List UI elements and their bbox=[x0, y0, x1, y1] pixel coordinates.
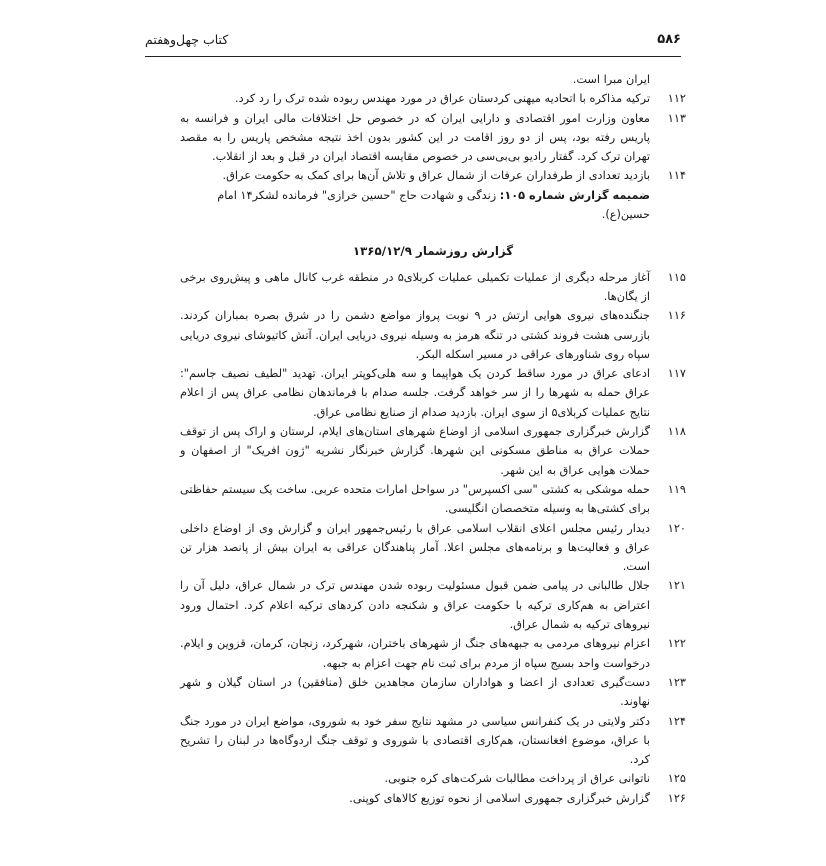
entry-text: جلال طالبانی در پیامی ضمن قبول مسئولیت ربوده شدن مهندس ترک در شمال عراق، دلیل آن را اعتراض به هم‌کاری ترکیه با حکومت عراق و شکنجه دادن کردهای ترکیه اعلام کرد. احتمال ورود نیروهای ترکیه به شمال عراق. bbox=[180, 579, 650, 632]
report-heading: گزارش روزشمار ۱۳۶۵/۱۲/۹ bbox=[352, 244, 514, 259]
entry-number: ۱۲۶ bbox=[667, 791, 686, 805]
appendix-label: ضمیمه گزارش شماره ۱۰۵: bbox=[499, 188, 650, 202]
page-number: ۵۸۶ bbox=[657, 32, 681, 47]
entry-item bbox=[180, 89, 686, 108]
entry-number: ۱۱۲ bbox=[667, 92, 686, 106]
appendix-text: زندگی و شهادت حاج "حسین خرازی" فرمانده لشکر۱۴ امام حسین(ع). bbox=[217, 188, 650, 222]
entry-text: بازدید تعدادی از طرفداران عرفات از شمال عراق و تلاش آن‌ها برای کمک به حکومت عراق. bbox=[222, 169, 650, 183]
entry-item bbox=[180, 480, 686, 519]
appendix-note bbox=[180, 186, 686, 225]
entry-text: دیدار رئیس مجلس اعلای انقلاب اسلامی عراق با رئیس‌جمهور ایران و گزارش وی از اوضاع داخلی عراق و فعالیت‌ها و برنامه‌های مجلس اعلا. آمار پناهندگان عراقی به ایران بیش از پانصد هزار تن است. bbox=[180, 521, 650, 574]
entry-item bbox=[180, 634, 686, 673]
header-rule bbox=[145, 56, 681, 57]
entry-item bbox=[180, 576, 686, 634]
entry-number: ۱۲۱ bbox=[667, 579, 686, 593]
entry-item bbox=[180, 712, 686, 770]
entry-text: ادعای عراق در مورد ساقط کردن یک هواپیما و سه هلی‌کوپتر ایران. تهدید "لطیف نصیف جاسم": عراق حمله به شهرها را از سر خواهد گرفت. جلسه صدام با فرماندهان نظامی عراق پس از اعلام نتایج عملیات کربلای۵ از سوی ایران. بازدید صدام از صنایع نظامی عراق. bbox=[180, 367, 650, 419]
entry-item bbox=[180, 109, 686, 167]
continued-text: ایران مبرا است. bbox=[572, 73, 650, 86]
entry-item bbox=[180, 364, 686, 422]
entry-number: ۱۲۳ bbox=[667, 675, 686, 689]
entry-item bbox=[180, 673, 686, 712]
entry-text: جنگنده‌های نیروی هوایی ارتش در ۹ نوبت پرواز مواضع دشمن را در شرق بصره بمباران کردند. بازرسی هشت فروند کشتی در تنگه هرمز به وسیله نیروی دریایی ایران. آتش کاتیوشای نیروی دریایی سپاه روی شناورهای عراقی در مسیر اسکله البکر. bbox=[180, 309, 651, 361]
page-body bbox=[180, 70, 686, 808]
entry-number: ۱۲۴ bbox=[667, 714, 686, 728]
entry-text: ترکیه مذاکره با اتحادیه میهنی کردستان عراق در مورد مهندس ربوده شده ترک را رد کرد. bbox=[235, 92, 650, 106]
entry-number: ۱۱۸ bbox=[667, 425, 686, 439]
entry-item bbox=[180, 789, 686, 808]
entry-text: اعزام نیروهای مردمی به جبهه‌های جنگ از شهرهای باختران، شهرکرد، زنجان، کرمان، قزوین و ایلام. درخواست واحد بسیج سپاه از مردم برای ثبت نام جهت اعزام به جبهه. bbox=[180, 637, 650, 670]
entry-text: حمله موشکی به کشتی "سی اکسپرس" در سواحل امارات متحده عربی. ساخت یک سیستم حفاظتی برای کشتی‌ها به وسیله متخصصان انگلیسی. bbox=[180, 482, 650, 516]
entry-number: ۱۱۳ bbox=[667, 111, 686, 125]
entry-text: گزارش خبرگزاری جمهوری اسلامی از اوضاع شهرهای استان‌های ایلام، لرستان و اراک پس از توقف حملات عراق به مناطق مسکونی این شهرها. گزارش خبرنگار نشریه "ژون افریک" از اصفهان و حملات هوایی عراق به این شهر. bbox=[180, 425, 650, 477]
entry-item bbox=[180, 422, 686, 480]
entry-number: ۱۱۶ bbox=[667, 309, 686, 323]
book-title: کتاب چهل‌وهفتم bbox=[145, 32, 229, 47]
entry-number: ۱۲۲ bbox=[667, 637, 686, 651]
entry-text: ناتوانی عراق از پرداخت مطالبات شرکت‌های کره جنوبی. bbox=[384, 772, 650, 786]
entry-number: ۱۱۹ bbox=[667, 482, 686, 496]
entry-text: دکتر ولایتی در یک کنفرانس سیاسی در مشهد نتایج سفر خود به شوروی، مواضع ایران در مورد جنگ با عراق، موضوع افغانستان، هم‌کاری اقتصادی با شوروی و توقف جنگ اردوگاه‌ها در لبنان را تشریح کرد. bbox=[180, 714, 650, 767]
entry-item bbox=[180, 306, 686, 364]
entry-number: ۱۱۷ bbox=[667, 367, 686, 381]
entry-item bbox=[180, 769, 686, 788]
entry-item bbox=[180, 519, 686, 577]
entry-number: ۱۲۰ bbox=[667, 521, 686, 535]
entry-item bbox=[180, 166, 686, 185]
entry-number: ۱۱۵ bbox=[667, 270, 686, 284]
entry-text: آغاز مرحله دیگری از عملیات تکمیلی عملیات کربلای۵ در منطقه غرب کانال ماهی و پیش‌روی برخی از یگان‌ها. bbox=[180, 270, 650, 303]
running-header bbox=[145, 32, 681, 54]
entry-text: معاون وزارت امور اقتصادی و دارایی ایران که در خصوص حل اختلافات مالی ایران و فرانسه به پاریس رفته بود، پس از دو روز اقامت در این کشور بدون اخذ نتیجه مشخص پاریس را به مقصد تهران ترک کرد. گفتار رادیو بی‌بی‌سی در خصوص مقایسه اقتصاد ایران در قبل و بعد از انقلاب. bbox=[180, 111, 650, 164]
entry-item bbox=[180, 268, 686, 307]
entry-text: گزارش خبرگزاری جمهوری اسلامی از نحوه توزیع کالاهای کوپنی. bbox=[349, 791, 650, 805]
entry-number: ۱۱۴ bbox=[667, 169, 686, 183]
entry-text: دست‌گیری تعدادی از اعضا و هواداران سازمان مجاهدین خلق (منافقین) در استان گیلان و شهر نهاوند. bbox=[180, 675, 650, 709]
entry-number: ۱۲۵ bbox=[667, 772, 686, 786]
